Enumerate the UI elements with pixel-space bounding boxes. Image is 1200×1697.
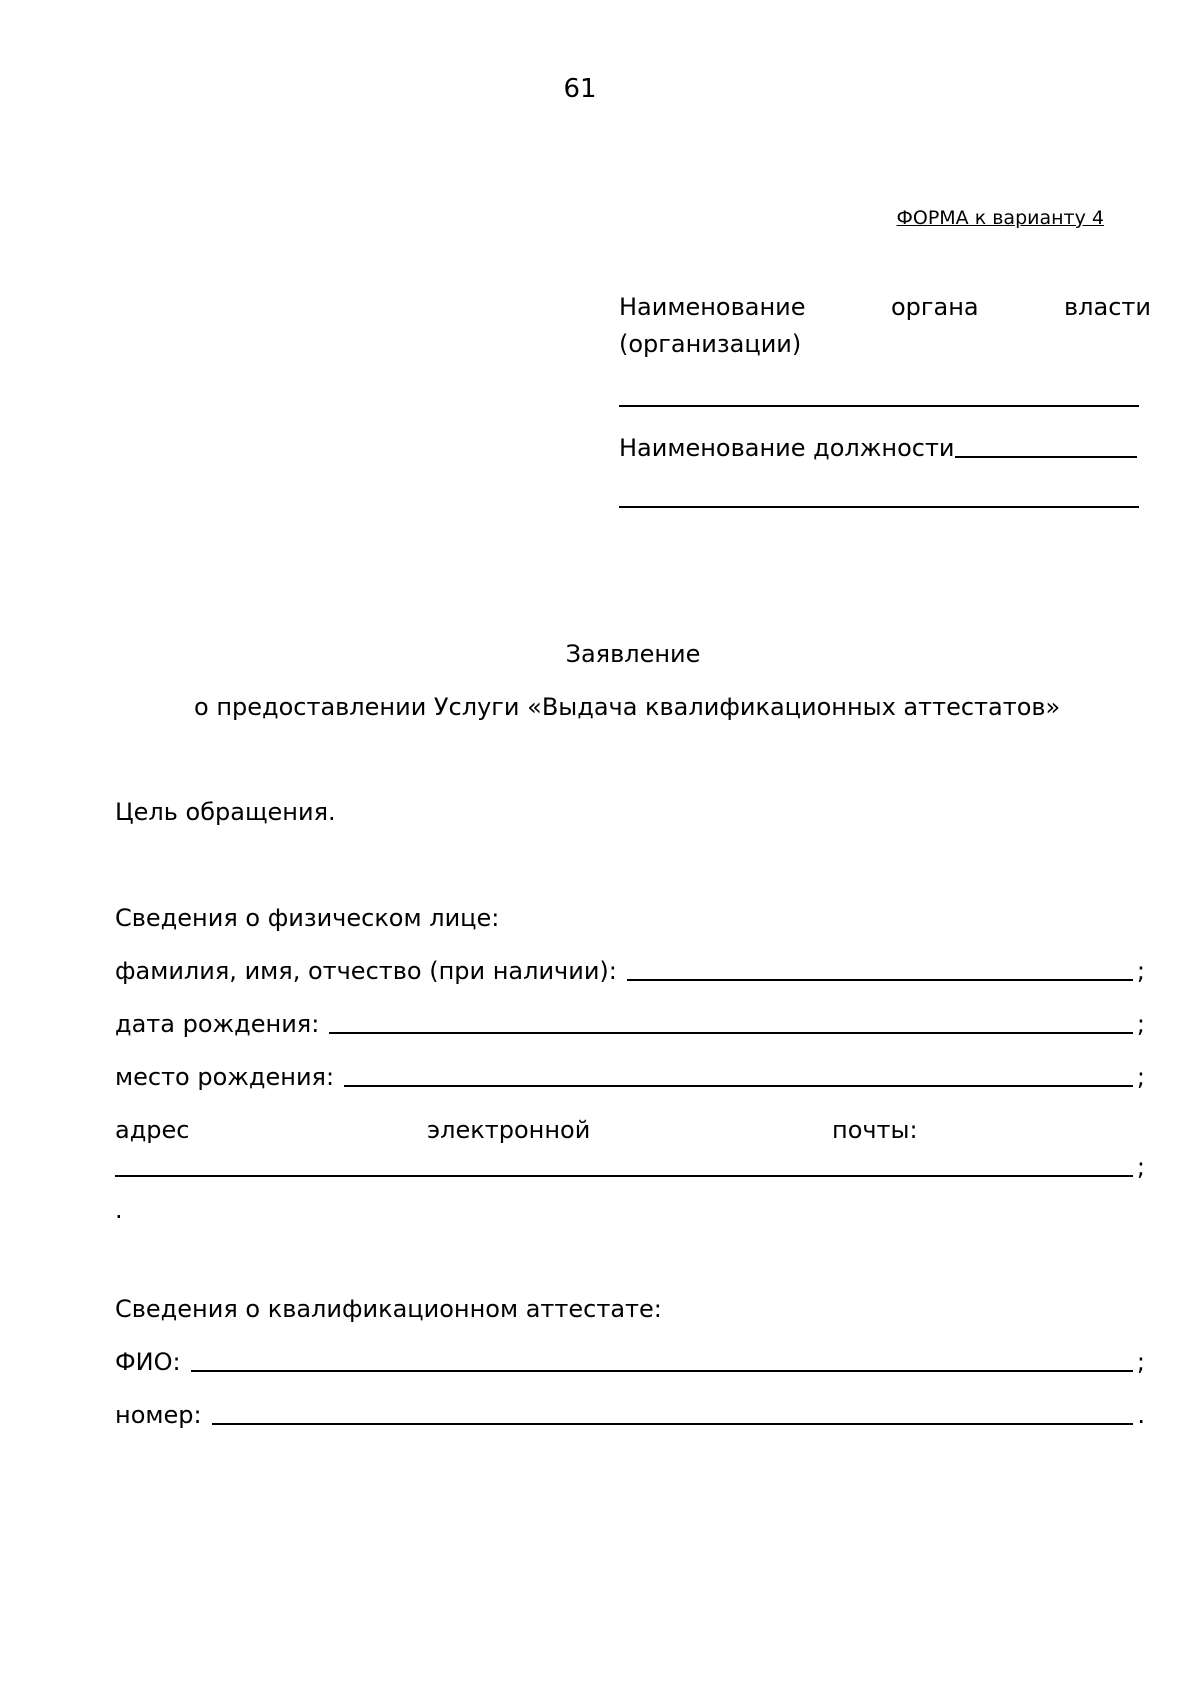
position-label: Наименование должности [619,434,955,462]
cert-number-row [115,1403,1145,1427]
email-trailing-dot: . [115,1196,123,1224]
fio-label: фамилия, имя, отчество (при наличии): [115,957,617,985]
cert-number-period: . [1137,1401,1145,1429]
email-word-1: адрес [115,1116,190,1144]
birth-date-row [115,1012,1145,1036]
document-title: Заявление [565,640,701,668]
position-row [619,434,1139,460]
cert-fio-row [115,1350,1145,1374]
cert-fio-label: ФИО: [115,1348,181,1376]
birth-place-fill-line [344,1085,1133,1087]
document-subtitle: о предоставлении Услуги «Выдача квалификационных аттестатов» [194,693,1061,721]
email-row [115,1155,1145,1179]
cert-number-label: номер: [115,1401,202,1429]
email-word-3: почты: [832,1116,918,1144]
person-heading: Сведения о физическом лице: [115,904,500,932]
birth-place-label: место рождения: [115,1063,335,1091]
cert-fio-semicolon: ; [1136,1348,1145,1376]
page-number: 61 [563,74,597,104]
email-semicolon: ; [1136,1153,1145,1181]
birth-place-semicolon: ; [1136,1063,1145,1091]
email-fill-line [115,1175,1133,1177]
form-note: ФОРМА к варианту 4 [896,207,1104,229]
birth-date-semicolon: ; [1136,1010,1145,1038]
birth-date-label: дата рождения: [115,1010,320,1038]
fio-row [115,959,1145,983]
addressee-authority-cont: (организации) [619,330,802,358]
addressee-word-1: Наименование [619,293,806,321]
purpose-text: Цель обращения. [115,798,336,826]
addressee-word-3: власти [1064,293,1151,321]
birth-date-fill-line [329,1032,1133,1034]
addressee-authority-line [619,295,1151,319]
cert-fio-fill-line [191,1370,1133,1372]
addressee-word-2: органа [890,293,979,321]
cert-number-fill-line [212,1423,1134,1425]
authority-fill-line [619,405,1139,407]
position-fill-line [955,456,1137,458]
birth-place-row [115,1065,1145,1089]
email-word-2: электронной [427,1116,591,1144]
position-fill-line-2 [619,506,1139,508]
fio-fill-line [627,979,1133,981]
certificate-heading: Сведения о квалификационном аттестате: [115,1295,662,1323]
fio-semicolon: ; [1136,957,1145,985]
